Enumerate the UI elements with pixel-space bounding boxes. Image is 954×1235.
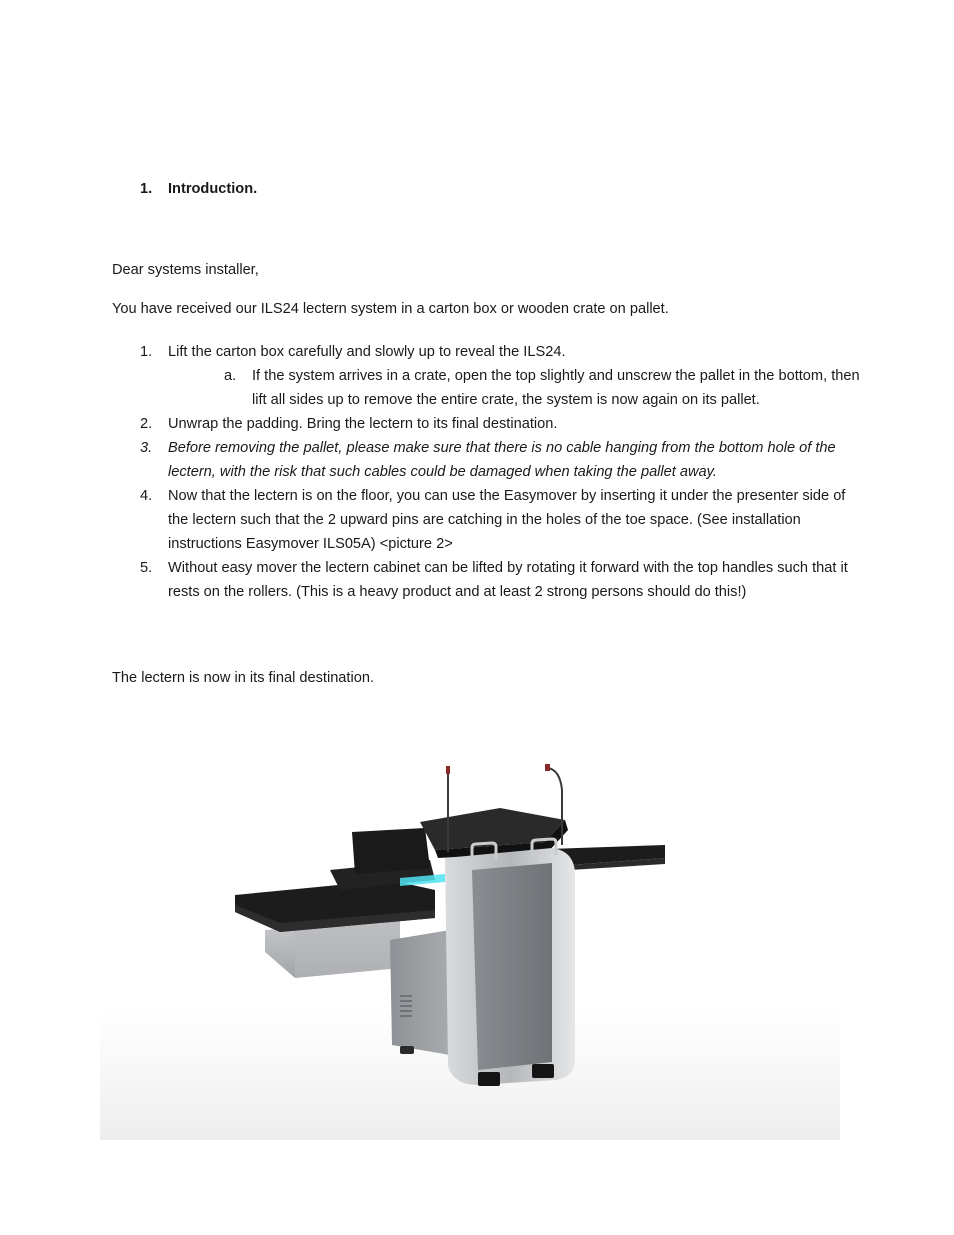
section-title: Introduction.	[168, 181, 258, 197]
steps-list	[140, 340, 860, 604]
list-marker: 4.	[140, 488, 153, 504]
section-number: 1.	[140, 181, 153, 197]
microphone-left-tip	[446, 766, 450, 774]
lectern-illustration	[100, 740, 840, 1140]
list-item	[140, 484, 860, 556]
list-marker: 5.	[140, 560, 153, 576]
sub-list-marker: a.	[224, 368, 237, 384]
list-item-text: Now that the lectern is on the floor, you can use the Easymover by inserting it under the presenter side of the lectern such that the 2 upward pins are catching in the holes of the toe space. (See installation instructions Easymover ILS05A) <picture 2>	[168, 488, 846, 552]
roller-right	[532, 1064, 554, 1078]
list-marker: 2.	[140, 416, 153, 432]
list-item	[140, 556, 860, 604]
list-item	[140, 340, 860, 412]
roller-left	[478, 1072, 500, 1086]
section-heading	[140, 181, 257, 197]
list-item-text: Without easy mover the lectern cabinet can be lifted by rotating it forward with the top handles such that it rests on the rollers. (This is a heavy product and at least 2 strong persons should do this!)	[168, 560, 848, 600]
lower-cabinet	[390, 930, 450, 1055]
rear-monitor	[352, 828, 430, 874]
intro-paragraph: You have received our ILS24 lectern system in a carton box or wooden crate on pallet.	[112, 301, 669, 317]
greeting-paragraph: Dear systems installer,	[112, 262, 259, 278]
list-marker: 1.	[140, 344, 153, 360]
sub-steps-list	[168, 364, 860, 412]
list-item	[140, 412, 860, 436]
lectern-image	[100, 740, 840, 1140]
list-item-text: Before removing the pallet, please make sure that there is no cable hanging from the bottom hole of the lectern, with the risk that such cables could be damaged when taking the pallet away.	[168, 440, 836, 480]
microphone-right-tip	[545, 764, 550, 771]
list-item-text: Unwrap the padding. Bring the lectern to its final destination.	[168, 416, 558, 432]
list-marker: 3.	[140, 440, 153, 456]
sub-list-item	[224, 364, 860, 412]
main-column-panel	[472, 863, 552, 1070]
sub-list-item-text: If the system arrives in a crate, open the top slightly and unscrew the pallet in the bottom, then lift all sides up to remove the entire crate, the system is now again on its pallet.	[252, 368, 860, 408]
rear-foot	[400, 1046, 414, 1054]
list-item	[140, 436, 860, 484]
list-item-text: Lift the carton box carefully and slowly up to reveal the ILS24.	[168, 344, 566, 360]
closing-paragraph: The lectern is now in its final destination.	[112, 670, 375, 686]
